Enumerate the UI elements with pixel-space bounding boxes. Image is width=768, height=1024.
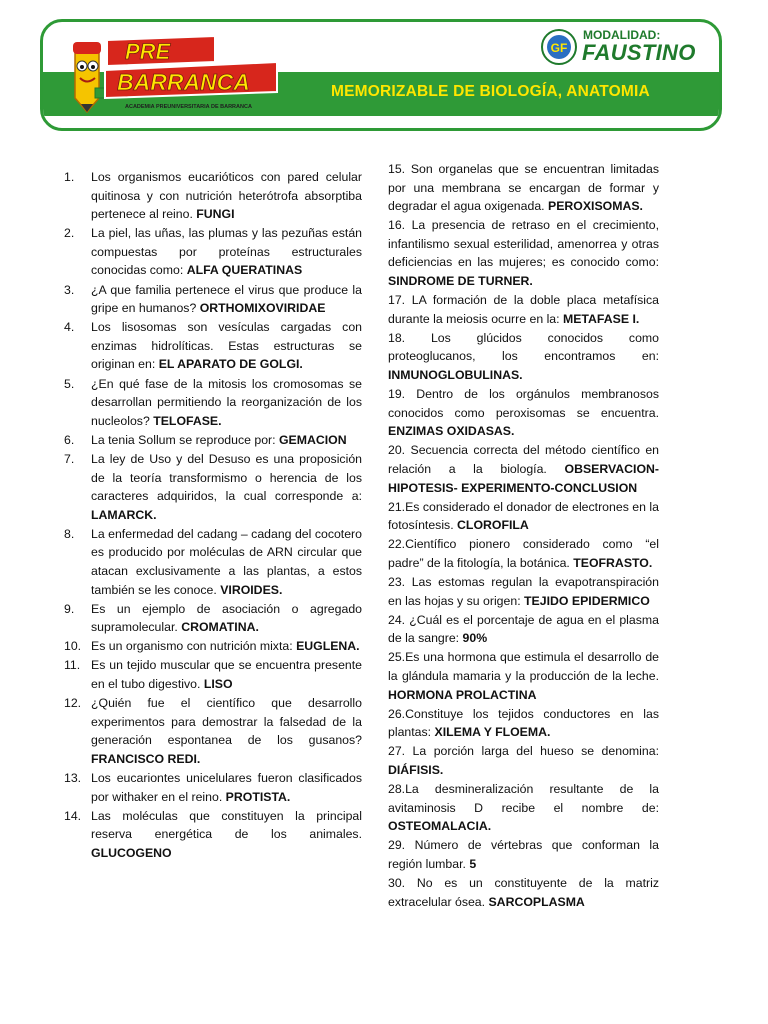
question-answer: SINDROME DE TURNER.	[388, 274, 533, 289]
question-number: 7.	[64, 451, 75, 466]
question-item	[388, 705, 659, 742]
question-text-block	[91, 375, 362, 431]
page-title: MEMORIZABLE DE BIOLOGÍA, ANATOMIA	[331, 83, 650, 100]
question-text-block	[91, 600, 362, 637]
question-number: 10.	[64, 639, 82, 654]
question-number: 5.	[64, 376, 75, 391]
question-number: 13.	[64, 771, 82, 785]
question-item	[64, 224, 362, 280]
question-text: 21.Es considerado el donador de electrones en la fotosíntesis.	[388, 499, 659, 533]
question-text: 17. LA formación de la doble placa metafísica durante la meiosis ocurre en la:	[388, 293, 659, 326]
question-text: 18. Los glúcidos conocidos como proteoglucanos, los encontramos en:	[388, 330, 659, 364]
question-answer: XILEMA Y FLOEMA.	[434, 725, 551, 740]
question-number: 8.	[64, 526, 75, 541]
question-answer: ALFA QUERATINAS	[186, 263, 303, 278]
logo-tagline: ACADEMIA PREUNIVERSITARIA DE BARRANCA	[125, 104, 252, 110]
question-text: 26.Constituye los tejidos conductores en las plantas:	[388, 706, 659, 740]
question-text: 27. La porción larga del hueso se denomina:	[388, 744, 659, 759]
question-text-block	[91, 656, 362, 693]
header-banner	[40, 19, 722, 131]
question-text-block	[91, 807, 362, 863]
question-answer: TEOFRASTO.	[573, 555, 653, 570]
question-item	[388, 385, 659, 441]
question-answer: OBSERVACION-HIPOTESIS- EXPERIMENTO-CONCLUSION	[388, 462, 660, 495]
logo-text-bottom: BARRANCA	[117, 69, 250, 95]
question-item	[388, 329, 659, 385]
question-text: ¿A que familia pertenece el virus que produce la gripe en humanos?	[91, 282, 362, 316]
question-answer: LISO	[203, 677, 233, 692]
question-answer: EUGLENA.	[296, 639, 360, 654]
question-item	[64, 656, 362, 693]
question-item	[388, 573, 659, 610]
question-text: 28.La desmineralización resultante de la avitaminosis D recibe el nombre de:	[388, 782, 659, 815]
pencil-mascot-icon	[73, 42, 109, 112]
question-number: 4.	[64, 320, 75, 335]
question-text: 20. Secuencia correcta del método científico en relación a la biología.	[388, 443, 659, 476]
question-item	[388, 742, 659, 779]
question-text: ¿En qué fase de la mitosis los cromosomas se desarrollan permitiendo la reorganización de los nucleolos?	[91, 376, 362, 428]
question-answer: DIÁFISIS.	[388, 763, 444, 777]
question-answer: GLUCOGENO	[91, 845, 172, 860]
question-text: La enfermedad del cadang – cadang del cocotero es producido por moléculas de ARN circular que atacan exclusivamente a las plantas, a estos también se les conoce.	[91, 526, 362, 597]
left-question-column	[64, 168, 362, 863]
modalidad-name: FAUSTINO	[582, 40, 696, 65]
question-answer: TELOFASE.	[153, 413, 222, 428]
question-answer: CROMATINA.	[181, 620, 259, 635]
question-text: 22.Científico pionero considerado como “el padre” de la fitología, la botánica.	[388, 537, 659, 570]
question-answer: ORTHOMIXOVIRIDAE	[199, 301, 326, 316]
question-item	[388, 291, 659, 328]
question-item	[64, 769, 362, 806]
question-text: Es un organismo con nutrición mixta:	[91, 639, 293, 654]
question-text-block	[91, 525, 362, 599]
question-answer: LAMARCK.	[91, 507, 157, 522]
question-text: 23. Las estomas regulan la evapotranspiración en las hojas y su origen:	[388, 575, 659, 608]
logo-text-top: PRE	[125, 39, 171, 64]
question-text: ¿Quién fue el científico que desarrollo experimentos para demostrar la falsedad de la generación espontanea de los gusanos?	[91, 696, 362, 748]
question-text-block	[91, 694, 362, 768]
question-item	[388, 836, 659, 873]
question-answer: INMUNOGLOBULINAS.	[388, 368, 523, 383]
question-text: Los eucariontes unicelulares fueron clasificados por withaker en el reino.	[91, 771, 362, 804]
question-text: 19. Dentro de los orgánulos membranosos conocidos como peroxisomas se encuentra.	[388, 387, 659, 420]
question-text: 29. Número de vértebras que conforman la región lumbar.	[388, 838, 659, 871]
question-answer: PEROXISOMAS.	[548, 199, 643, 214]
question-answer: VIROIDES.	[220, 582, 283, 597]
question-item	[388, 160, 659, 216]
question-number: 11.	[64, 658, 81, 673]
question-text: 24. ¿Cuál es el porcentaje de agua en el plasma de la sangre:	[388, 612, 659, 646]
question-text: Es un tejido muscular que se encuentra presente en el tubo digestivo.	[91, 658, 362, 692]
question-text: La ley de Uso y del Desuso es una proposición de la teoría transformismo o herencia de los caracteres adquiridos, la cual corresponde a:	[91, 451, 362, 504]
question-item	[388, 441, 659, 497]
question-text: Las moléculas que constituyen la principal reserva energética de los animales.	[91, 808, 362, 842]
question-number: 9.	[64, 601, 75, 616]
question-answer: CLOROFILA	[457, 518, 529, 533]
question-text: La tenia Sollum se reproduce por:	[91, 432, 276, 447]
question-item	[64, 375, 362, 431]
question-item	[388, 216, 659, 290]
modalidad-label: MODALIDAD:	[583, 28, 661, 42]
question-text-block	[91, 168, 362, 224]
question-number: 1.	[64, 170, 75, 184]
question-text: La piel, las uñas, las plumas y las pezuñas están compuestas por proteínas estructurales conocidas como:	[91, 226, 362, 278]
question-item	[64, 807, 362, 863]
question-item	[64, 525, 362, 599]
pre-barranca-logo	[65, 32, 283, 114]
question-number: 14.	[64, 808, 82, 823]
question-text: 16. La presencia de retraso en el crecimiento, infantilismo sexual esterilidad, amenorrea y otras deficiencias en las mujeres; es conocido como:	[388, 218, 659, 270]
question-item	[64, 600, 362, 637]
question-item	[64, 168, 362, 224]
question-text-block	[91, 431, 362, 450]
question-answer: ENZIMAS OXIDASAS.	[388, 424, 515, 439]
question-item	[64, 431, 362, 450]
question-answer: EL APARATO DE GOLGI.	[158, 357, 303, 372]
gf-badge-icon	[540, 28, 578, 66]
question-answer: FUNGI	[196, 207, 235, 222]
question-answer: TEJIDO EPIDERMICO	[524, 593, 650, 608]
question-text: 30. No es un constituyente de la matriz extracelular ósea.	[388, 876, 659, 909]
question-text-block	[91, 637, 362, 656]
question-item	[388, 611, 659, 648]
question-item	[388, 648, 659, 704]
badge-text: GF	[550, 41, 568, 55]
question-text-block	[91, 281, 362, 318]
question-item	[64, 450, 362, 524]
question-item	[388, 498, 659, 535]
question-text: Es un ejemplo de asociación o agregado supramolecular.	[91, 601, 362, 635]
right-question-column	[388, 160, 659, 912]
question-item	[64, 281, 362, 318]
question-number: 12.	[64, 696, 82, 711]
question-answer: 90%	[462, 631, 488, 646]
question-text-block	[91, 450, 362, 524]
question-text-block	[91, 318, 362, 374]
question-text: 25.Es una hormona que estimula el desarrollo de la glándula mamaria y la producción de la leche.	[388, 650, 659, 684]
question-answer: SARCOPLASMA	[488, 894, 585, 909]
question-item	[388, 780, 659, 836]
question-answer: PROTISTA.	[225, 789, 291, 804]
question-item	[388, 874, 659, 911]
question-answer: GEMACION	[278, 432, 347, 447]
question-answer: FRANCISCO REDI.	[91, 751, 201, 766]
question-text-block	[91, 769, 362, 806]
question-number: 6.	[64, 432, 75, 447]
question-item	[64, 694, 362, 768]
question-answer: OSTEOMALACIA.	[388, 819, 492, 834]
question-text: Los lisosomas son vesículas cargadas con enzimas hidrolíticas. Estas estructuras se originan en:	[91, 320, 362, 372]
question-item	[64, 318, 362, 374]
question-text: 15. Son organelas que se encuentran limitadas por una membrana se encargan de formar y degradar el agua oxigenada.	[388, 162, 659, 214]
question-answer: 5	[469, 856, 477, 871]
question-answer: METAFASE I.	[562, 311, 640, 326]
question-answer: HORMONA PROLACTINA	[388, 687, 537, 702]
question-item	[388, 535, 659, 572]
question-number: 2.	[64, 226, 75, 241]
question-number: 3.	[64, 282, 75, 297]
question-text: Los organismos eucarióticos con pared celular quitinosa y con nutrición heterótrofa absorptiba pertenece al reino.	[91, 170, 362, 222]
question-text-block	[91, 224, 362, 280]
question-item	[64, 637, 362, 656]
